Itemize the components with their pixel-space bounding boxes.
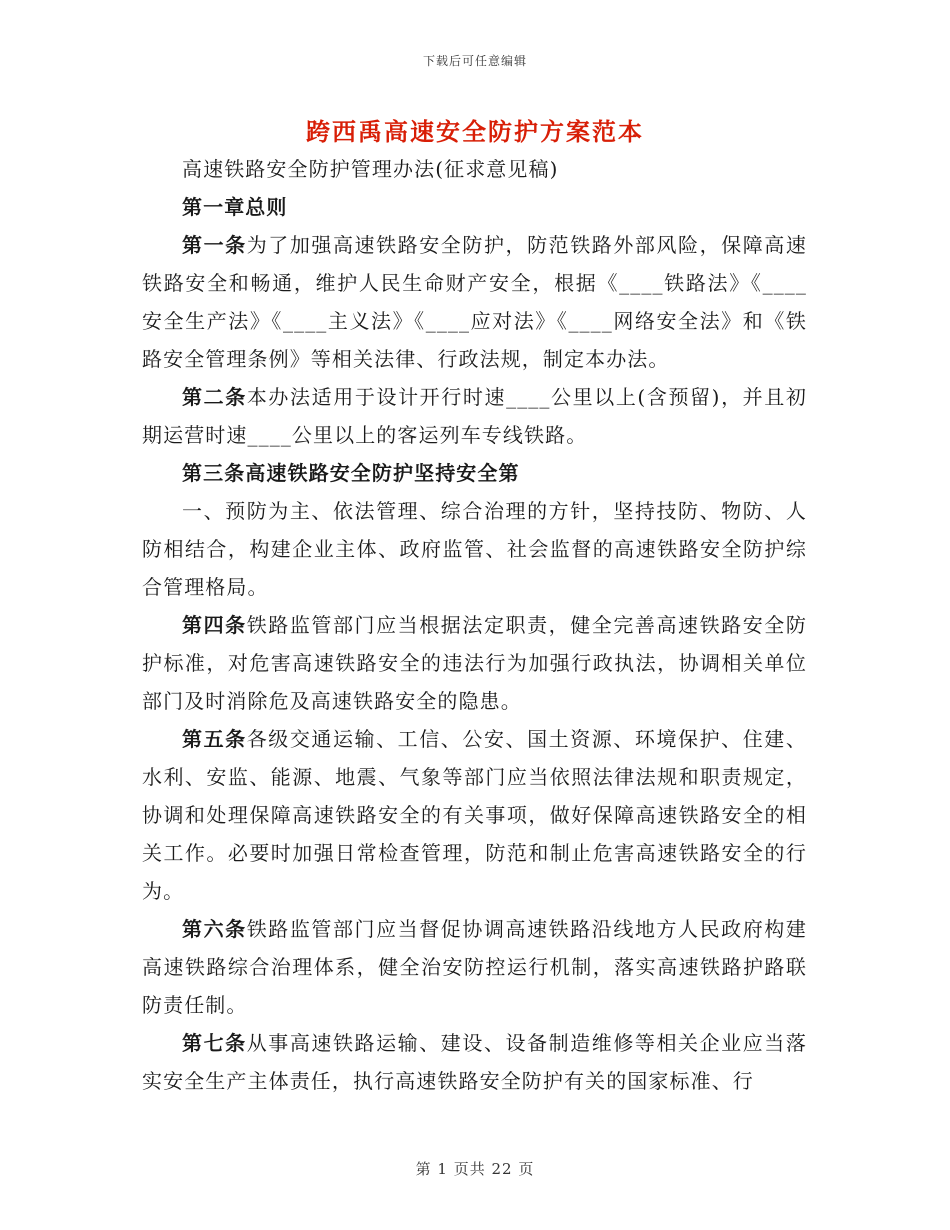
article-1-lead: 第一条 <box>182 233 247 257</box>
article-3-heading: 第三条高速铁路安全防护坚持安全第 <box>182 461 520 485</box>
article-7 <box>142 1024 807 1100</box>
article-4-text: 铁路监管部门应当根据法定职责，健全完善高速铁路安全防护标准，对危害高速铁路安全的违法行为加强行政执法，协调相关单位部门及时消除危及高速铁路安全的隐患。 <box>142 613 807 713</box>
article-5-text: 各级交通运输、工信、公安、国土资源、环境保护、住建、水利、安监、能源、地震、气象等部门应当依照法律法规和职责规定，协调和处理保障高速铁路安全的有关事项，做好保障高速铁路安全的相关工作。必要时加强日常检查管理，防范和制止危害高速铁路安全的行为。 <box>142 727 807 903</box>
article-2 <box>142 378 807 454</box>
article-5-lead: 第五条 <box>182 727 247 751</box>
article-7-text: 从事高速铁路运输、建设、设备制造维修等相关企业应当落实安全生产主体责任，执行高速铁路安全防护有关的国家标准、行 <box>142 1031 807 1093</box>
article-4 <box>142 606 807 720</box>
chapter-heading: 第一章总则 <box>182 195 288 219</box>
article-6-text: 铁路监管部门应当督促协调高速铁路沿线地方人民政府构建高速铁路综合治理体系，健全治安防控运行机制，落实高速铁路护路联防责任制。 <box>142 917 807 1017</box>
article-2-lead: 第二条 <box>182 385 247 409</box>
article-7-lead: 第七条 <box>182 1031 247 1055</box>
article-5 <box>142 720 807 910</box>
document-subtitle: 高速铁路安全防护管理办法(征求意见稿) <box>182 157 559 181</box>
article-6 <box>142 910 807 1024</box>
header-note: 下载后可任意编辑 <box>422 54 527 68</box>
article-1-text: 为了加强高速铁路安全防护，防范铁路外部风险，保障高速铁路安全和畅通，维护人民生命财产安全，根据《____铁路法》《____安全生产法》《____主义法》《____应对法》《____网络安全法》和《铁路安全管理条例》等相关法律、行政法规，制定本办法。 <box>142 233 807 371</box>
article-6-lead: 第六条 <box>182 917 247 941</box>
article-4-lead: 第四条 <box>182 613 247 637</box>
article-2-text: 本办法适用于设计开行时速____公里以上(含预留)，并且初期运营时速____公里以上的客运列车专线铁路。 <box>142 385 807 447</box>
article-1 <box>142 226 807 378</box>
article-3-text: 一、预防为主、依法管理、综合治理的方针，坚持技防、物防、人防相结合，构建企业主体、政府监管、社会监督的高速铁路安全防护综合管理格局。 <box>142 499 807 599</box>
page-number: 第 1 页共 22 页 <box>415 1160 535 1178</box>
document-title: 跨西禹高速安全防护方案范本 <box>306 117 644 146</box>
document-body <box>142 150 807 1100</box>
